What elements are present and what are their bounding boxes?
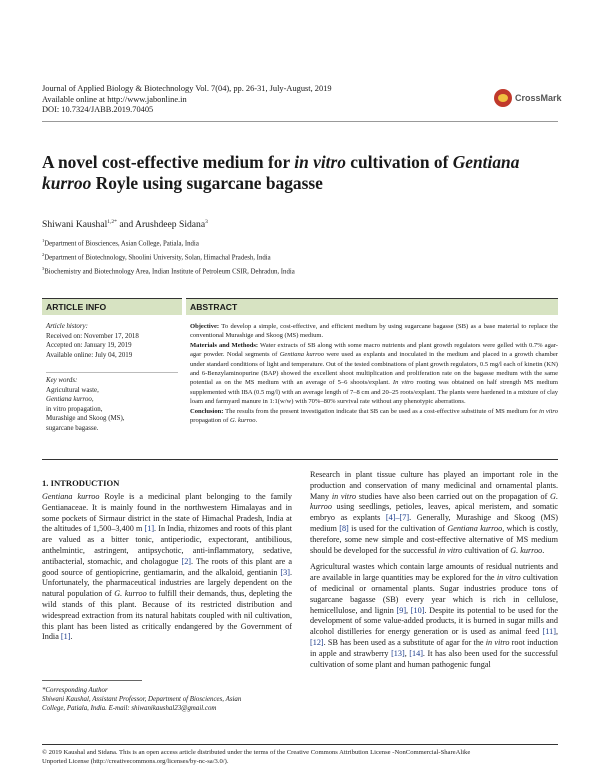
citation-link[interactable]: [13] xyxy=(391,648,405,658)
citation-link[interactable]: [4]–[7] xyxy=(385,513,410,523)
intro-paragraph-1: Gentiana kurroo Royle is a medicinal plant belonging to the family Gentianaceae. It is mainly found in the northwestern Himalayas and in some pockets of Sirmaur district in the state of Himachal Pradesh, India at the altitudes of 1,500–3,400 m [1]. In India, rhizomes and roots of this plant are valued as a bitter tonic, antiperiodic, expectorant, antibilious, anthelmintic, astringent, antipsychotic, anti-inflammatory, sedative, antibacterial, stomachic, and cholagogue [2]. The roots of this plant are a good source of gentiopicrine, gentiamarin, and the alkaloid, gentianin [3]. Unfortunately, the pharmaceutical industries are largely dependent on the natural population of G. kurroo to fulfill their demands, thus, depleting the wild stands of this plant. Because of its restricted distribution and widespread extraction from its natural habitats coupled with nil cultivation, this plant has been listed as critically endangered by the Government of India [1]. xyxy=(42,492,293,642)
available-date: Available online: July 04, 2019 xyxy=(46,351,133,359)
history-label: Article history: xyxy=(46,323,88,330)
journal-header xyxy=(42,84,332,116)
license-link[interactable]: Unported License (http://creativecommons.org/licenses/by-nc-sa/3.0/). xyxy=(42,758,229,765)
intro-paragraph-3: Agricultural wastes which contain large amounts of residual nutrients and are available in large quantities may be explored for the in vitro cultivation of medicinal or ornamental plants. Sugar industries produce tons of sugarcane bagasse (SB) every year which is rich in cellulose, hemicellulose, and lignin [9], [10]. Despite its potential to be used for the development of some value-added products, it is burned in sugar mills and alcohol distilleries for energy generation or is used as animal feed [11], [12]. SB has been used as a substitute of agar for the in vitro root induction in apple and strawberry [13], [14]. It has also been used for the successful cultivation of some plant and human pathogenic fungal xyxy=(310,562,558,669)
keywords: Key words: Agricultural waste, Gentiana kurroo, in vitro propagation, Murashige and Skoog (MS), sugarcane bagasse. xyxy=(46,376,176,433)
author-email[interactable]: College, Patiala, India. E-mail: shiwanikaushal23@gmail.com xyxy=(42,705,217,712)
abstract-methods: Materials and Methods: Water extracts of SB along with some macro nutrients and plant growth regulators were gelled with 0.7% agar-agar powder. Nodal segments of Gentiana kurroo were used as explants and inoculated in the medium and placed in a growth chamber under standard conditions of light and temperature. Out of the tested combinations of plant growth regulators, 0.5 mg/l each of kinetin (KN) and 6-Benzylaminopurine (BAP) showed the excellent shoot multiplication and proliferation rate on the bagasse medium with the same potential as on the MS medium with an average of 5–6 shoots/explant. In vitro rooting was obtained on half strength MS medium supplemented with IBA (0.5 mg/l) with an average length of 7–8 cm and 20–25 roots/explant. The plants were hardened in a mixture of clay loam and farmyard manure in 1:1(w/w) with 70%–80% survival rate without any phenotypic aberrations. xyxy=(190,341,558,406)
affiliation-3: $^3$Biochemistry and Biotechnology Area, Indian Institute of Petroleum CSIR, Dehradun, India xyxy=(42,265,295,275)
intro-right-column xyxy=(310,470,558,670)
citation-link[interactable]: [10] xyxy=(410,605,425,615)
paper-title: A novel cost-effective medium for in vitro cultivation of Gentiana kurroo Royle using sugarcane bagasse xyxy=(42,152,520,193)
citation-link[interactable]: [1] xyxy=(144,524,155,534)
abstract-heading: ABSTRACT xyxy=(186,298,558,315)
citation-link[interactable]: [3] xyxy=(280,567,290,577)
citation-link[interactable]: [1] xyxy=(60,632,71,642)
affiliations xyxy=(42,236,295,277)
affiliation-2: $^2$Department of Biotechnology, Shoolini University, Solan, Himachal Pradesh, India xyxy=(42,251,271,262)
intro-left-column xyxy=(42,492,292,643)
citation-link[interactable]: [9] xyxy=(396,605,407,615)
crossmark-label: CrossMark xyxy=(515,93,562,103)
citation-link[interactable]: [14] xyxy=(409,648,423,658)
info-divider xyxy=(46,372,178,373)
keywords-label: Key words: xyxy=(46,377,78,384)
citation-link[interactable]: [8] xyxy=(339,523,349,533)
header-rule xyxy=(42,121,558,122)
abstract-conclusion: Conclusion: The results from the present investigation indicate that SB can be used as a cost-effective substitute of MS medium for in vitro propagation of G. kurroo. xyxy=(190,407,558,425)
corresponding-author: *Corresponding Author Shiwani Kaushal, Assistant Professor, Department of Biosciences, Asian College, Patiala, India. E-mail: shiwanikaushal23@gmail.com xyxy=(42,687,242,712)
footnote-rule xyxy=(42,680,142,681)
citation-link[interactable]: [11] xyxy=(542,627,556,637)
abstract-bottom-rule xyxy=(42,459,558,460)
author-list: Shiwani Kaushal$^{1,2*}$ and Arushdeep Sidana$^3$ xyxy=(42,219,208,231)
abstract-objective: Objective: To develop a simple, cost-effective, and efficient medium by using sugarcane bagasse (SB) as a base material to replace the conventional Murashige and Skoog (MS) medium. xyxy=(190,323,558,340)
journal-doi[interactable]: DOI: 10.7324/JABB.2019.70405 xyxy=(42,105,154,115)
crossmark-icon xyxy=(494,89,512,107)
journal-url[interactable]: Available online at http://www.jabonline.in xyxy=(42,94,187,104)
journal-citation: Journal of Applied Biology & Biotechnology Vol. 7(04), pp. 26-31, July-August, 2019 xyxy=(42,84,332,93)
intro-paragraph-2: Research in plant tissue culture has played an important role in the production and conservation of many medicinal and ornamental plants. Many in vitro studies have also been carried out on the propagation of G. kurroo using seedlings, petioles, leaves, apical meristem, and somatic embryo as explants [4]–[7]. Generally, Murashige and Skoog (MS) medium [8] is used for the cultivation of Gentiana kurroo, which is costly, therefore, some new simple and cost-effective alternative of MS medium should be developed for the successful in vitro cultivation of G. kurroo. xyxy=(310,470,558,555)
affiliation-1: $^1$Department of Biosciences, Asian College, Patiala, India xyxy=(42,238,199,248)
crossmark-badge[interactable] xyxy=(494,88,560,110)
received-date: Received on: November 17, 2018 xyxy=(46,332,139,340)
citation-link[interactable]: [12] xyxy=(310,637,324,647)
accepted-date: Accepted on: January 19, 2019 xyxy=(46,342,132,349)
citation-link[interactable]: [2] xyxy=(181,556,192,566)
footer-rule xyxy=(42,744,558,745)
section-heading-introduction: 1. INTRODUCTION xyxy=(42,478,120,488)
article-info xyxy=(46,322,176,360)
license-footer: © 2019 Kaushal and Sidana. This is an open access article distributed under the terms of the Creative Commons Attribution License -NonCommercial-ShareAlike Unported License (http://creativecommons.org/licenses/by-nc-sa/3.0/). xyxy=(42,748,558,766)
article-info-heading: ARTICLE INFO xyxy=(42,298,182,315)
abstract-body xyxy=(190,322,558,425)
